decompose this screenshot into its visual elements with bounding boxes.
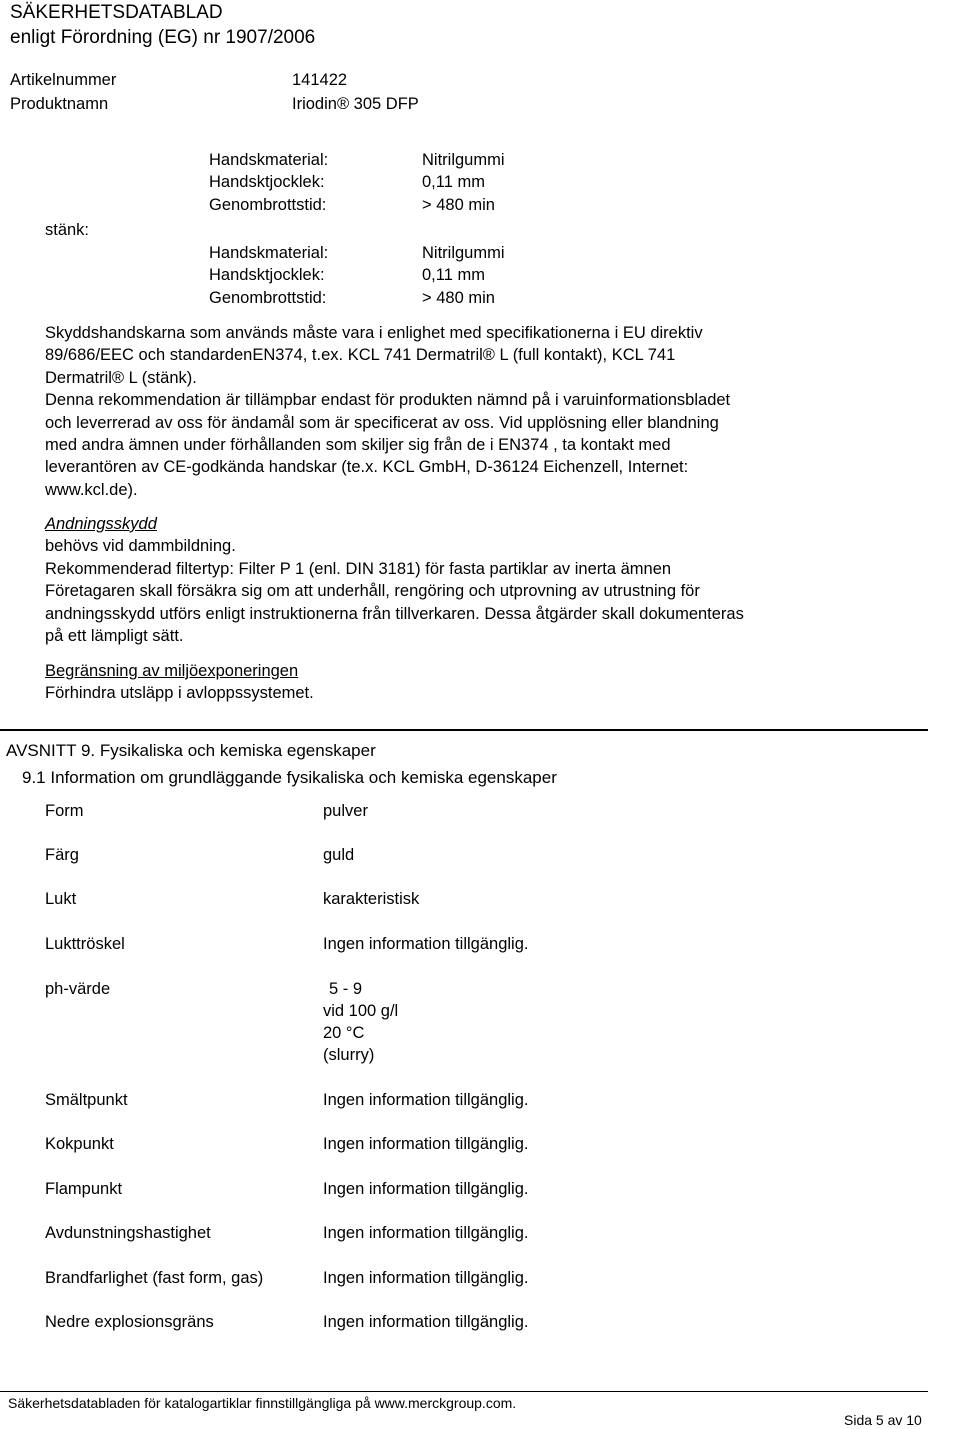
glove-material-value: Nitrilgummi bbox=[422, 244, 505, 262]
color-value: guld bbox=[323, 846, 355, 864]
lower-explosion-limit-label: Nedre explosionsgräns bbox=[45, 1313, 214, 1331]
flash-point-value: Ingen information tillgänglig. bbox=[323, 1180, 529, 1198]
glove-block-2-values bbox=[422, 242, 505, 309]
splash-label: stänk: bbox=[45, 221, 90, 239]
melting-point-value: Ingen information tillgänglig. bbox=[323, 1091, 529, 1109]
boiling-point-value: Ingen information tillgänglig. bbox=[323, 1135, 529, 1153]
paragraph-line: på ett lämpligt sätt. bbox=[45, 627, 184, 646]
odor-value: karakteristisk bbox=[323, 890, 420, 908]
section-9-1-subtitle: 9.1 Information om grundläggande fysikaliska och kemiska egenskaper bbox=[22, 768, 557, 787]
paragraph-line: med andra ämnen under förhållanden som skiljer sig från de i EN374 , ta kontakt med bbox=[45, 436, 671, 455]
paragraph-line: 89/686/EEC och standardenEN374, t.ex. KCL 741 Dermatril® L (full kontakt), KCL 741 bbox=[45, 346, 676, 365]
paragraph-line: och leverrerad av oss för ändamål som är specificerat av oss. Vid upplösning eller blandning bbox=[45, 413, 719, 432]
paragraph-line: Företagaren skall försäkra sig om att underhåll, rengöring och utprovning av utrustning för bbox=[45, 582, 700, 601]
paragraph-line: www.kcl.de). bbox=[45, 480, 138, 499]
glove-block-1-keys bbox=[209, 149, 328, 216]
environment-section bbox=[45, 660, 835, 705]
glove-material-key: Handskmaterial: bbox=[209, 244, 329, 262]
glove-thickness-key: Handsktjocklek: bbox=[209, 266, 325, 285]
odor-threshold-label: Lukttröskel bbox=[45, 935, 125, 953]
color-label: Färg bbox=[45, 846, 79, 864]
glove-material-value: Nitrilgummi bbox=[422, 151, 505, 169]
article-number-label: Artikelnummer bbox=[10, 71, 117, 89]
form-label: Form bbox=[45, 802, 84, 820]
environment-text: Förhindra utsläpp i avloppssystemet. bbox=[45, 684, 314, 703]
paragraph-line: leverantören av CE-godkända handskar (te.x. KCL GmbH, D-36124 Eichenzell, Internet: bbox=[45, 458, 689, 477]
glove-breakthrough-key: Genombrottstid: bbox=[209, 195, 327, 214]
article-number-value: 141422 bbox=[292, 71, 348, 89]
respiratory-heading: Andningsskydd bbox=[45, 515, 157, 533]
paragraph-line: Skyddshandskarna som används måste vara i enlighet med specifikationerna i EU direktiv bbox=[45, 324, 703, 342]
ph-condition-concentration: vid 100 g/l bbox=[323, 1002, 399, 1020]
evaporation-rate-value: Ingen information tillgänglig. bbox=[323, 1224, 529, 1242]
ph-label: ph-värde bbox=[45, 980, 111, 998]
glove-thickness-key: Handsktjocklek: bbox=[209, 173, 325, 192]
flammability-value: Ingen information tillgänglig. bbox=[323, 1269, 529, 1287]
paragraph-line: Rekommenderad filtertyp: Filter P 1 (enl. DIN 3181) för fasta partiklar av inerta ämnen bbox=[45, 559, 672, 578]
ph-condition-temperature: 20 °C bbox=[323, 1024, 365, 1042]
glove-block-2-keys bbox=[209, 242, 328, 309]
flash-point-label: Flampunkt bbox=[45, 1180, 123, 1198]
flammability-label: Brandfarlighet (fast form, gas) bbox=[45, 1269, 264, 1287]
melting-point-label: Smältpunkt bbox=[45, 1091, 128, 1109]
glove-breakthrough-key: Genombrottstid: bbox=[209, 288, 327, 307]
glove-thickness-value: 0,11 mm bbox=[422, 173, 485, 192]
ph-condition-medium: (slurry) bbox=[323, 1046, 375, 1064]
section-9-title: AVSNITT 9. Fysikaliska och kemiska egenskaper bbox=[6, 741, 376, 760]
footer-divider bbox=[0, 1391, 928, 1392]
evaporation-rate-label: Avdunstningshastighet bbox=[45, 1224, 211, 1242]
paragraph-line: behövs vid dammbildning. bbox=[45, 537, 236, 556]
document-title: SÄKERHETSDATABLAD bbox=[10, 2, 223, 23]
footer-note: Säkerhetsdatabladen för katalogartiklar finnstillgängliga på www.merckgroup.com. bbox=[8, 1395, 517, 1411]
glove-block-1-values bbox=[422, 149, 505, 216]
lower-explosion-limit-value: Ingen information tillgänglig. bbox=[323, 1313, 529, 1331]
paragraph-line: Denna rekommendation är tillämpbar endast för produkten nämnd på i varuinformationsbladet bbox=[45, 391, 731, 410]
paragraph-line: Dermatril® L (stänk). bbox=[45, 368, 197, 387]
section-divider bbox=[0, 729, 928, 731]
paragraph-line: andningsskydd utförs enligt instruktionerna från tillverkaren. Dessa åtgärder skall dokumenteras bbox=[45, 604, 744, 623]
product-name-label: Produktnamn bbox=[10, 95, 109, 113]
glove-thickness-value: 0,11 mm bbox=[422, 266, 485, 285]
product-name-value: Iriodin® 305 DFP bbox=[292, 95, 419, 113]
glove-material-key: Handskmaterial: bbox=[209, 151, 329, 169]
glove-breakthrough-value: > 480 min bbox=[422, 288, 495, 307]
environment-heading: Begränsning av miljöexponeringen bbox=[45, 662, 299, 680]
glove-recommendation-paragraph bbox=[45, 322, 835, 501]
ph-value: 5 - 9 bbox=[329, 980, 363, 998]
form-value: pulver bbox=[323, 802, 368, 820]
odor-label: Lukt bbox=[45, 890, 77, 908]
regulation-subtitle: enligt Förordning (EG) nr 1907/2006 bbox=[10, 27, 316, 48]
odor-threshold-value: Ingen information tillgänglig. bbox=[323, 935, 529, 953]
respiratory-section bbox=[45, 513, 835, 647]
glove-breakthrough-value: > 480 min bbox=[422, 195, 495, 214]
boiling-point-label: Kokpunkt bbox=[45, 1135, 114, 1153]
page-number: Sida 5 av 10 bbox=[844, 1412, 922, 1428]
